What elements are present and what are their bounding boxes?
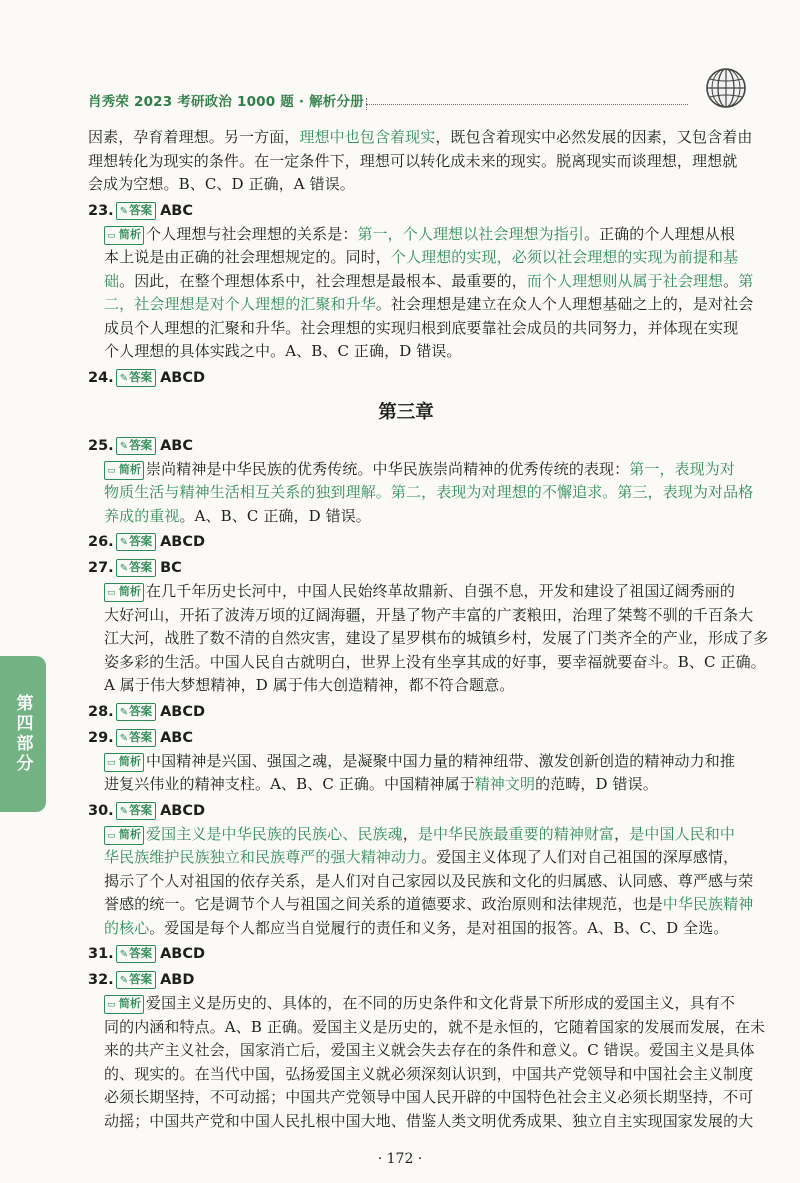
answer-value: BC (160, 560, 182, 576)
text-line (88, 270, 754, 294)
answer-line (88, 968, 724, 992)
section-tab-label: 第四部分 (12, 694, 33, 774)
body-text: 因素，孕育着理想。另一方面， (88, 128, 300, 146)
answer-badge: ✎ 答案 (116, 559, 156, 577)
body-text: 揭示了个人对祖国的依存关系，是人们对自己家园以及民族和文化的归属感、认同感、尊严感与荣 (104, 871, 754, 890)
text-line (88, 651, 766, 675)
highlight-text: 二，社会理想是对个人理想的汇聚和升华 (104, 295, 376, 313)
text-line (88, 823, 735, 847)
analysis-badge: ▭ 简析 (104, 226, 144, 245)
text-line (88, 1086, 754, 1110)
body-text: 。社会理想是建立在众人个人理想基础之上的，是对社会 (375, 295, 754, 313)
text-line (88, 846, 739, 870)
text-line (88, 150, 738, 174)
answer-line (88, 530, 724, 554)
text-line (88, 173, 724, 197)
body-text: 同的内涵和特点。A、B 正确。爱国主义是历史的，就不是永恒的，它随着国家的发展而发展，在未 (104, 1017, 766, 1036)
body-text: 进复兴伟业的精神支柱。A、B、C 正确。中国精神属于 (104, 775, 475, 793)
highlight-text: 而个人理想则从属于社会理想 (526, 271, 724, 290)
question-number: 30. (88, 802, 114, 819)
analysis-badge: ▭ 简析 (104, 461, 144, 480)
analysis-badge: ▭ 简析 (104, 826, 144, 845)
body-text: ， (614, 824, 630, 843)
highlight-text: 养成的重视 (104, 506, 180, 525)
answer-value: ABD (160, 972, 195, 988)
answer-value: ABCD (160, 802, 206, 819)
body-text: 必须长期坚持，不可动摇；中国共产党领导中国人民开辟的中国特色社会主义必须长期坚持，不可 (104, 1088, 754, 1106)
body-text: 誉感的统一。它是调节个人与祖国之间关系的道德要求、政治原则和法律规范，也是 (104, 895, 663, 913)
highlight-text: 第一，个人理想以社会理想为指引 (357, 224, 584, 243)
body-text: 。 (723, 271, 739, 290)
highlight-text: 精神文明 (474, 775, 536, 793)
text-line (88, 246, 739, 270)
body-text: 爱国主义是历史的、具体的，在不同的历史条件和文化背景下所形成的爱国主义，具有不 (146, 994, 735, 1012)
globe-icon (704, 66, 748, 110)
answer-line (88, 726, 724, 750)
body-text: 在几千年历史长河中，中国人民始终革故鼎新、自强不息，开发和建设了祖国辽阔秀丽的 (146, 582, 735, 600)
body-text: 成员个人理想的汇聚和升华。社会理想的实现归根到底要靠社会成员的共同努力，并体现在实现 (104, 318, 739, 337)
highlight-text: 的核心 (104, 918, 150, 937)
answer-value: ABCD (160, 369, 206, 386)
answer-badge: ✎ 答案 (116, 703, 156, 721)
answer-badge: ✎ 答案 (116, 369, 156, 387)
analysis-badge: ▭ 简析 (104, 995, 144, 1014)
answer-line (88, 556, 724, 580)
answer-badge: ✎ 答案 (116, 437, 156, 455)
text-line (88, 1016, 766, 1040)
question-number: 25. (88, 437, 114, 454)
answer-badge: ✎ 答案 (116, 729, 156, 747)
answer-value: ABC (160, 437, 193, 454)
page-number: · 172 · (377, 1151, 423, 1167)
answer-line (88, 942, 724, 966)
text-line (88, 750, 735, 774)
page-body (88, 126, 769, 1133)
highlight-text: 华民族维护民族独立和民族尊严的强大精神动力 (104, 848, 422, 866)
text-line (88, 580, 735, 604)
highlight-text: 中华民族精神 (662, 895, 754, 913)
question-number: 32. (88, 972, 114, 988)
header-divider (366, 104, 688, 105)
analysis-badge: ▭ 简析 (104, 753, 144, 772)
question-number: 29. (88, 729, 114, 746)
highlight-text: 爱国主义是中华民族的民族心、民族魂 (146, 824, 403, 843)
text-line (88, 293, 754, 317)
body-text: 本上说是由正确的社会理想规定的。同时， (104, 248, 391, 266)
body-text: 。A、B、C 正确，D 错误。 (179, 506, 371, 525)
body-text: 个人理想的具体实践之中。A、B、C 正确，D 错误。 (104, 342, 462, 360)
section-tab[interactable] (0, 656, 46, 812)
highlight-text: 础 (104, 271, 120, 290)
body-text: 理想转化为现实的条件。在一定条件下，理想可以转化成未来的现实。脱离现实而谈理想，理想就 (88, 151, 738, 170)
question-number: 31. (88, 946, 114, 962)
highlight-text: 第一，表现为对 (629, 459, 735, 478)
body-text: 崇尚精神是中华民族的优秀传统。中华民族崇尚精神的优秀传统的表现： (146, 459, 630, 478)
text-line (88, 223, 735, 247)
highlight-text: 是中国人民和中 (629, 824, 735, 843)
answer-value: ABC (160, 202, 193, 219)
body-text: 动摇；中国共产党和中国人民扎根中国大地、借鉴人类文明优秀成果、独立自主实现国家发展的大 (104, 1111, 754, 1130)
body-text: 江大河，战胜了数不清的自然灾害，建设了星罗棋布的城镇乡村，发展了门类齐全的产业，形成了多 (104, 629, 769, 647)
answer-line (88, 366, 724, 390)
answer-badge: ✎ 答案 (116, 945, 156, 963)
body-text: 。因此，在整个理想体系中，社会理想是最根本、最重要的， (119, 271, 527, 290)
text-line (88, 1110, 754, 1134)
running-header (88, 88, 728, 116)
text-line (88, 1039, 755, 1063)
answer-badge: ✎ 答案 (116, 533, 156, 551)
body-text: 。正确的个人理想从根 (583, 224, 735, 243)
question-number: 27. (88, 560, 114, 576)
text-line (88, 893, 754, 917)
answer-badge: ✎ 答案 (116, 971, 156, 989)
question-number: 26. (88, 534, 114, 550)
answer-badge: ✎ 答案 (116, 202, 156, 220)
text-line (88, 992, 735, 1016)
text-line (88, 126, 753, 150)
analysis-badge: ▭ 简析 (104, 583, 144, 602)
answer-value: ABCD (160, 946, 206, 962)
text-line (88, 627, 769, 651)
answer-value: ABC (160, 729, 193, 746)
text-line (88, 773, 724, 797)
answer-badge: ✎ 答案 (116, 802, 156, 820)
text-line (88, 604, 754, 628)
text-line (88, 674, 724, 698)
text-line (88, 481, 754, 505)
answer-line (88, 199, 724, 223)
body-text: ， (402, 824, 418, 843)
body-text: 姿多彩的生活。中国人民自古就明白，世界上没有坐享其成的好事，要幸福就要奋斗。B、C 正确。 (104, 652, 766, 671)
text-line (88, 870, 754, 894)
text-line (88, 458, 735, 482)
text-line (88, 317, 739, 341)
highlight-text: 理想中也包含着现实 (299, 128, 436, 146)
text-line (88, 505, 724, 529)
text-line (88, 917, 729, 941)
text-line (88, 1063, 754, 1087)
body-text: 来的共产主义社会，国家消亡后，爱国主义就会失去存在的条件和意义。C 错误。爱国主义是具体 (104, 1041, 755, 1059)
answer-value: ABCD (160, 534, 206, 550)
highlight-text: 第 (738, 271, 754, 290)
body-text: 。爱国是每个人都应当自觉履行的责任和义务，是对祖国的报答。A、B、C、D 全选。 (149, 918, 729, 937)
answer-line (88, 700, 724, 724)
body-text: 。爱国主义体现了人们对自己祖国的深厚感情， (421, 848, 739, 866)
answer-line (88, 799, 724, 823)
text-line (88, 340, 724, 364)
body-text: 的、现实的。在当代中国，弘扬爱国主义就必须深刻认识到，中国共产党领导和中国社会主义制度 (104, 1064, 754, 1083)
body-text: 大好河山，开拓了波涛万顷的辽阔海疆，开垦了物产丰富的广袤粮田，治理了桀骜不驯的千百条大 (104, 605, 754, 624)
body-text: ，既包含着现实中必然发展的因素，又包含着由 (435, 128, 753, 146)
chapter-title: 第三章 (378, 401, 434, 423)
question-number: 24. (88, 369, 114, 386)
body-text: 的范畴，D 错误。 (535, 775, 658, 793)
highlight-text: 个人理想的实现，必须以社会理想的实现为前提和基 (390, 248, 739, 266)
question-number: 23. (88, 202, 114, 219)
highlight-text: 物质生活与精神生活相互关系的独到理解。第二，表现为对理想的不懈追求。第三，表现为对品格 (104, 483, 754, 501)
question-number: 28. (88, 703, 114, 720)
highlight-text: 是中华民族最重要的精神财富 (417, 824, 615, 843)
answer-value: ABCD (160, 703, 206, 720)
body-text: 会成为空想。B、C、D 正确，A 错误。 (88, 175, 355, 193)
body-text: 个人理想与社会理想的关系是： (146, 224, 358, 243)
body-text: 中国精神是兴国、强国之魂，是凝聚中国力量的精神纽带、激发创新创造的精神动力和推 (146, 751, 735, 770)
answer-line (88, 434, 724, 458)
body-text: A 属于伟大梦想精神，D 属于伟大创造精神，都不符合题意。 (104, 676, 515, 694)
header-title: 肖秀荣 2023 考研政治 1000 题 · 解析分册 (88, 94, 364, 110)
